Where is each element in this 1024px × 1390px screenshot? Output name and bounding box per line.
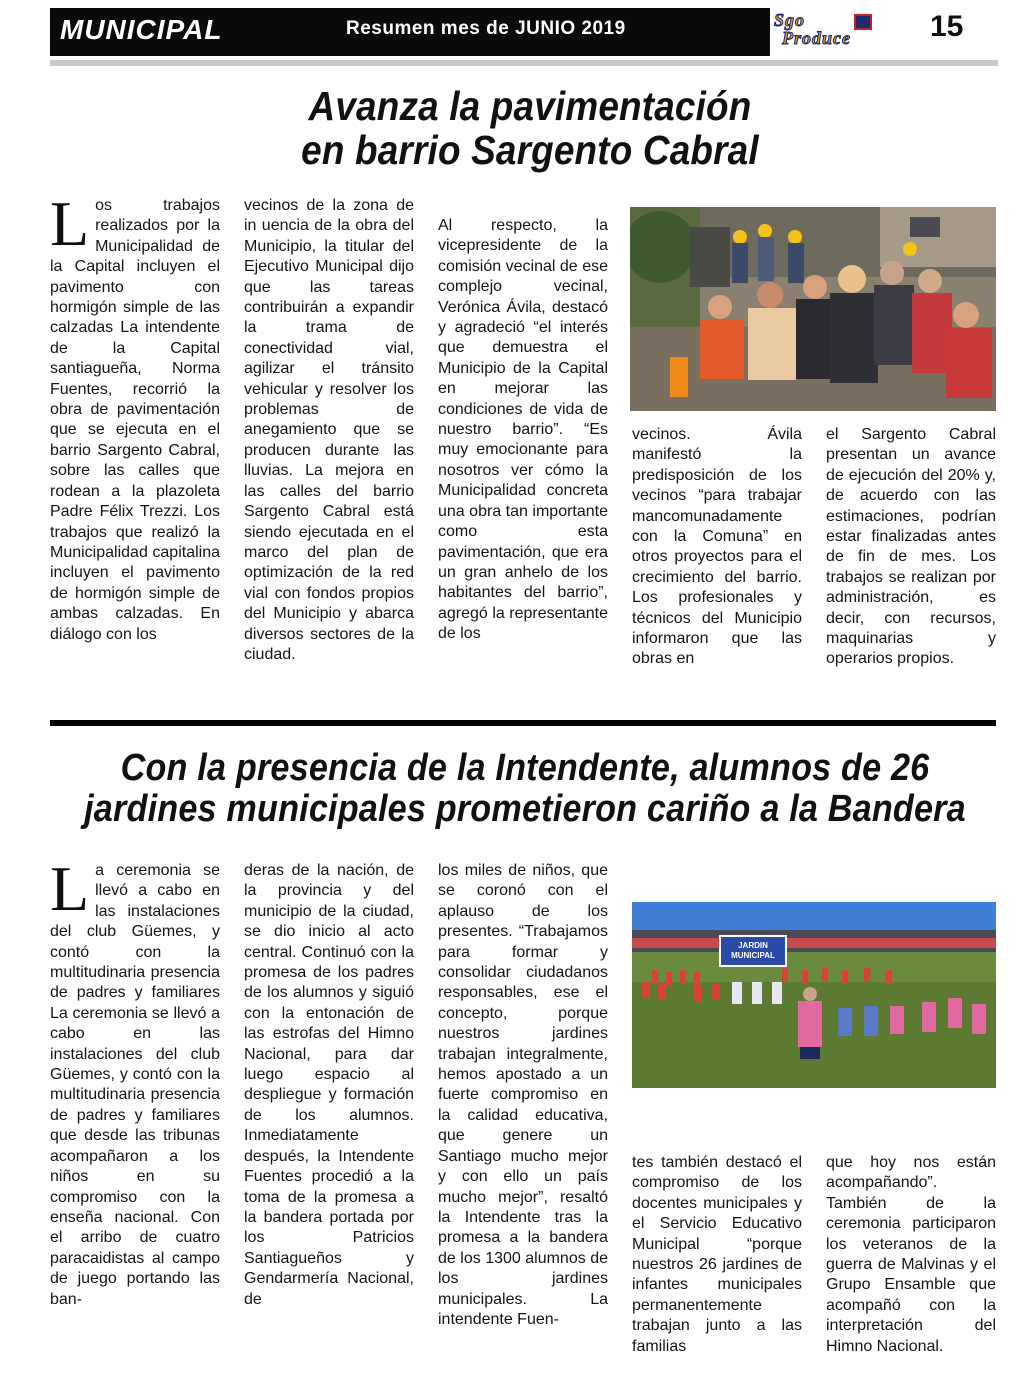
header-rule [50,60,998,66]
article1-headline-line2: en barrio Sargento Cabral [301,127,759,174]
article2-headline-line1: Con la presencia de la Intendente, alumnos de 26 [120,747,930,789]
article1-photo [630,207,996,411]
article1-column-3 [438,216,608,645]
logo-line1: Sgo [774,10,806,30]
article2-column-3 [438,861,608,1330]
article1-headline-line1: Avanza la pavimentación [308,83,752,129]
photo-sign-text: JARDIN [738,941,768,950]
article1-column-1 [50,188,220,645]
logo-line2: Produce [782,28,851,48]
article1-column-2 [244,196,414,665]
article2-column-5 [826,1153,996,1357]
article-divider [50,720,996,726]
article1-column-3-text: Al respecto, la vicepresidente de la comisión vecinal de ese complejo vecinal, Verónica Ávila, destacó y agradeció “el interés que demuestra el Municipio de la Capital en mejorar las condiciones de vida de nuestro barrio”. “Es muy emocionante para nosotros ver cómo la Municipalidad concreta una obra tan importante como esta pavimentación, que era un gran anhelo de los habitantes del barrio”, agregó la representante de los [438,217,608,643]
article2-photo [632,902,996,1088]
article2-column-3-text: los miles de niños, que se coronó con el aplauso de los presentes. “Trabajamos para formar y consolidar ciudadanos responsables, ese el concepto, porque nuestros jardines trabajan integralmente, hemos apostado a un fuerte compromiso en la calidad educativa, que genere un Santiago mucho mejor y con ello un país mucho mejor”, resaltó la Intendente tras la promesa a la bandera de los 1300 alumnos de los jardines municipales. La intendente Fuen- [438,862,608,1328]
article1-column-5-text: el Sargento Cabral presentan un avance de ejecución del 20% y, de acuerdo con las estimaciones, podrían estar finalizadas antes de fin de mes. Los trabajos se realizan por administración, es decir, con recursos, maquinarias y operarios propios. [826,426,996,668]
article1-column-5 [826,425,996,670]
issue-label: Resumen mes de JUNIO 2019 [346,18,626,39]
article2-column-1 [50,853,220,1310]
article2-column-2 [244,861,414,1310]
article1-dropcap: L [50,188,90,259]
article2-column-5-text: que hoy nos están acompañando”. También de la ceremonia participaron los veteranos de la guerra de Malvinas y el Grupo Ensamble que acompañó con la interpretación del Himno Nacional. [826,1154,996,1355]
article1-column-4-text: vecinos. Ávila manifestó la predisposición de los vecinos “para trabajar mancomunadamente con la Comuna” en otros proyectos para el crecimiento del barrio. Los profesionales y técnicos del Municipio informaron que las obras en [632,426,802,668]
logo-flag-icon [854,14,872,30]
article2-column-1-text: a ceremonia se llevó a cabo en las instalaciones del club Güemes, y contó con la multitudinaria presencia de padres y familiares La ceremonia se llevó a cabo en las instalaciones del club Güemes, y contó con la multitudinaria presencia de padres y familiares que desde las tribunas acompañaron a los niños en su compromiso con la enseña nacional. Con el arribo de cuatro paracaidistas al campo de juego portando las ban- [50,862,220,1308]
article2-headline [80,748,971,830]
article2-column-2-text: deras de la nación, de la provincia y del municipio de la ciudad, se dio inicio al acto central. Continuó con la promesa de los padres de los alumnos y siguió con la entonación de las estrofas del Himno Nacional, para dar luego espacio al despliegue y formación de los alumnos. Inmediatamente después, la Intendente Fuentes procedió a la toma de la promesa a la bandera portada por los Patricios Santiagueños y Gendarmería Nacional, de [244,862,414,1308]
article1-column-4 [632,425,802,670]
article2-headline-line2: jardines municipales prometieron cariño a la Bandera [84,788,966,831]
article1-headline [206,84,854,173]
article2-column-4 [632,1153,802,1357]
section-label: MUNICIPAL [60,14,223,45]
svg-text:MUNICIPAL: MUNICIPAL [731,951,775,960]
page-number: 15 [930,10,964,43]
article2-dropcap: L [50,853,90,924]
page-header [50,6,998,56]
article1-column-2-text: vecinos de la zona de in uencia de la obra del Municipio, la titular del Ejecutivo Municipal dijo que las tareas contribuirán a expandir la trama de conectividad vial, agilizar el tránsito vehicular y resolver los problemas de anegamiento que se producen durante las lluvias. La mejora en las calles del barrio Sargento Cabral está siendo ejecutada en el marco del plan de optimización de la red vial con fondos propios del Municipio y abarca diversos sectores de la ciudad. [244,197,414,663]
sgo-produce-logo [774,12,920,52]
article2-column-4-text: tes también destacó el compromiso de los docentes municipales y el Servicio Educativo Municipal “porque nuestros 26 jardines de infantes municipales permanentemente trabajan junto a las familias [632,1154,802,1355]
section-bar [50,8,770,56]
article1-column-1-text: os trabajos realizados por la Municipalidad de la Capital incluyen el pavimento con hormigón simple de las calzadas La intendente de la Capital santiagueña, Norma Fuentes, recorrió la obra de pavimentación que se ejecuta en el barrio Sargento Cabral, sobre las calles que rodean a la plazoleta Padre Félix Trezzi. Los trabajos que realizó la Municipalidad capitalina incluyen el pavimento de hormigón simple de ambas calzadas. En diálogo con los [50,197,220,643]
